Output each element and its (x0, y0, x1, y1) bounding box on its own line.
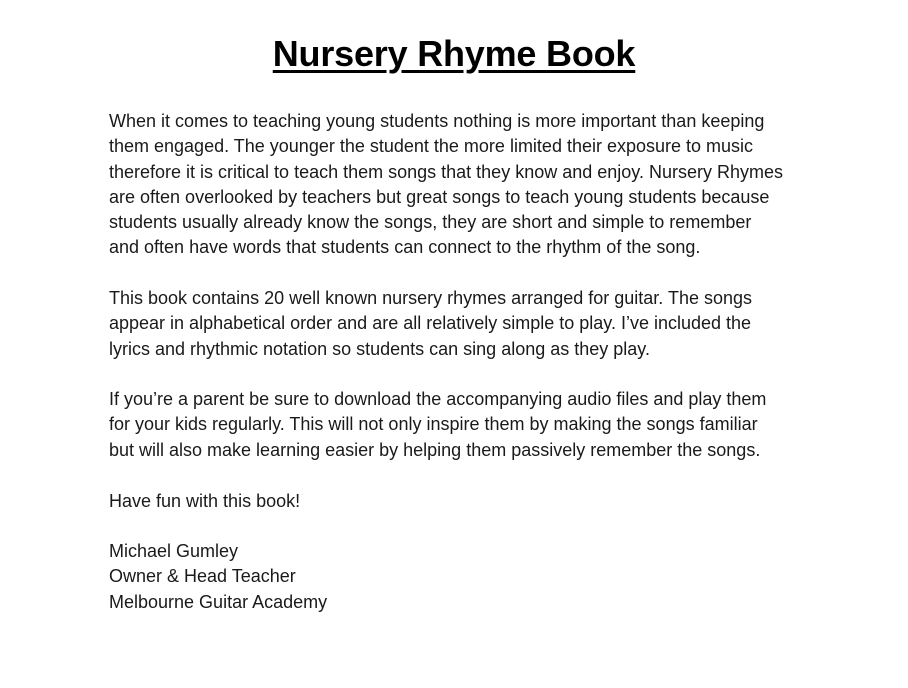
paragraph-line: lyrics and rhythmic notation so students can sing along as they play. (109, 338, 650, 359)
parent-advice-paragraph (109, 387, 829, 463)
signature-name: Michael Gumley (109, 541, 239, 561)
paragraph-line: therefore it is critical to teach them songs that they know and enjoy. Nursery Rhymes (109, 161, 783, 182)
paragraph-line: them engaged. The younger the student the more limited their exposure to music (109, 136, 754, 157)
closing-paragraph (109, 489, 829, 514)
signature-organization: Melbourne Guitar Academy (109, 591, 328, 612)
book-contents-paragraph (109, 286, 829, 362)
page-title: Nursery Rhyme Book (272, 33, 636, 74)
paragraph-line: are often overlooked by teachers but great songs to teach young students because (109, 186, 770, 207)
paragraph-line: students usually already know the songs, they are short and simple to remember (109, 212, 752, 233)
paragraph-line: Have fun with this book! (109, 491, 301, 511)
intro-paragraph (109, 109, 829, 261)
paragraph-line: When it comes to teaching young students nothing is more important than keeping (109, 111, 765, 131)
signature-block (109, 539, 829, 615)
paragraph-line: This book contains 20 well known nursery rhymes arranged for guitar. The songs (109, 288, 752, 308)
paragraph-line: but will also make learning easier by helping them passively remember the songs. (109, 439, 761, 460)
paragraph-line: If you’re a parent be sure to download the accompanying audio files and play them (109, 389, 767, 409)
paragraph-line: for your kids regularly. This will not only inspire them by making the songs familiar (109, 414, 758, 435)
signature-role: Owner & Head Teacher (109, 566, 296, 587)
paragraph-line: and often have words that students can connect to the rhythm of the song. (109, 237, 701, 258)
paragraph-line: appear in alphabetical order and are all relatively simple to play. I’ve included the (109, 313, 752, 334)
